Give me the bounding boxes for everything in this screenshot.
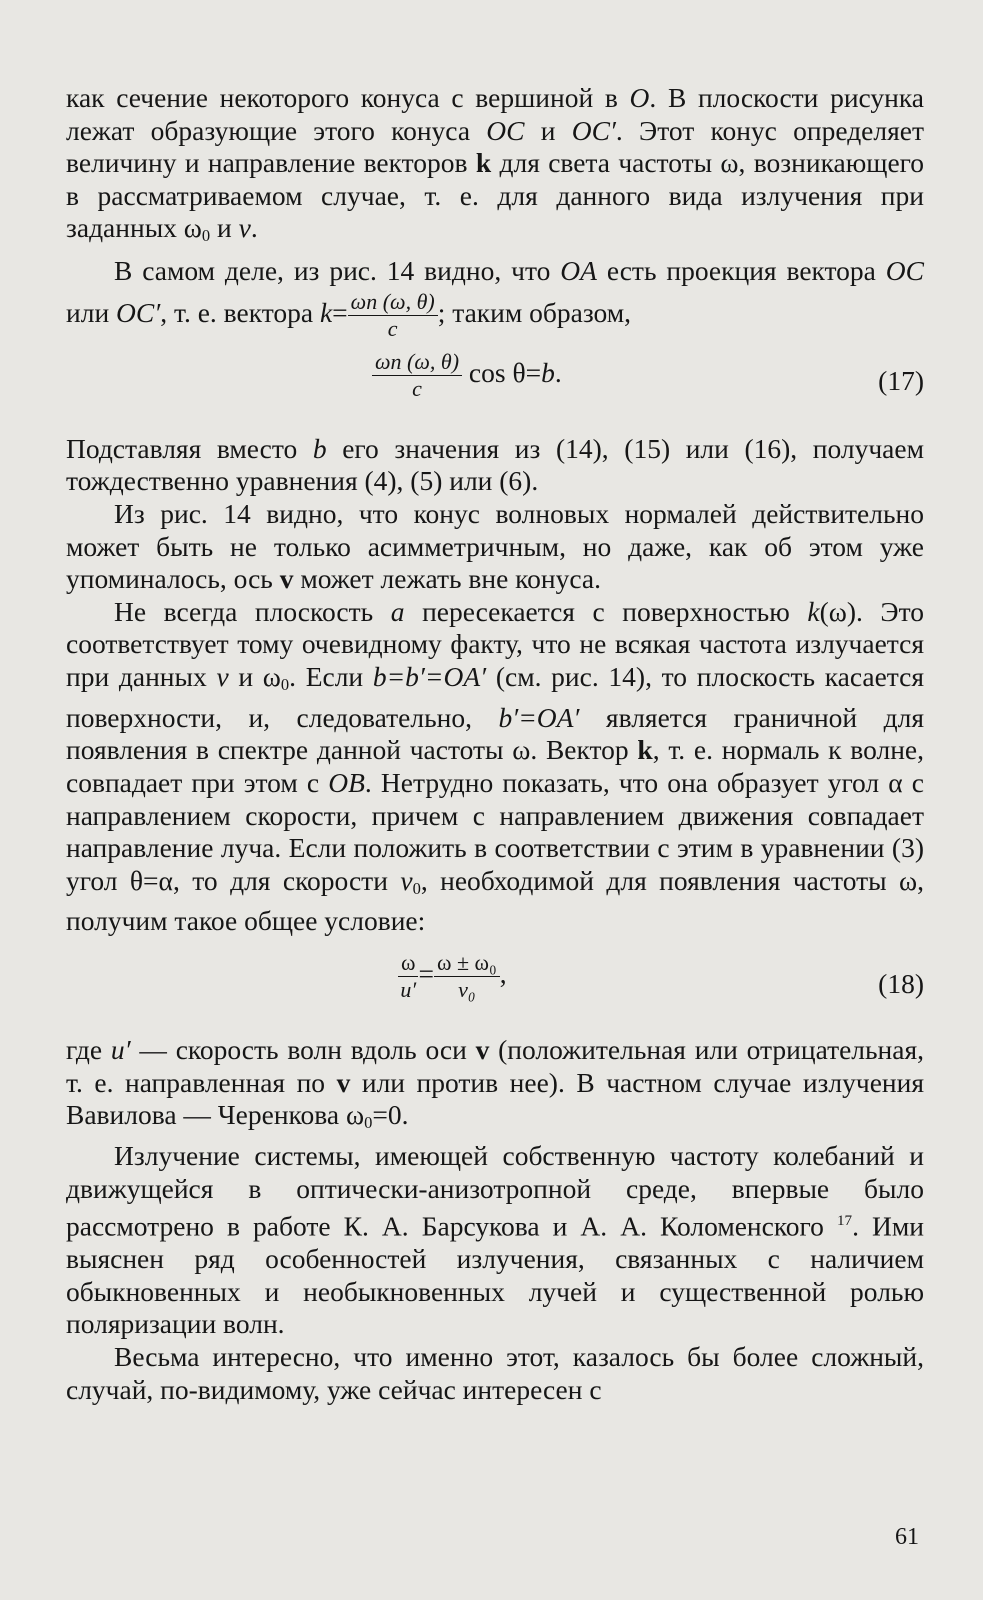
equation-17-label: (17) [878, 364, 924, 396]
page-body [66, 82, 924, 1406]
equation-18-label: (18) [878, 968, 924, 1000]
equation-17: $\frac{\omega n (\omega, \theta)}{c}$ cos θ=b. (17) [66, 343, 924, 433]
paragraph-6: где u′ — скорость волн вдоль оси v (положительная или отрицательная, т. е. направленная по v или против нее). В частном случае излучения Вавилова — Черенкова $\omega_0=0$. [66, 1034, 925, 1133]
paragraph-1: как сечение некоторого конуса с вершиной в O. В плоскости рисунка лежат образующие этого конуса OC и OC′. Этот конус определяет величину и направление векторов k для света частоты ω, возникающего в рассматриваемом случае, т. е. для данного вида излучения при заданных $\omega_0$ и v. [66, 82, 924, 246]
equation-18: $\frac{\omega}{u'}$ = $\frac{\text{ω ± ω₀}}{\text{v₀}}$ , (18) [66, 938, 924, 1034]
paragraph-4: Из рис. 14 видно, что конус волновых нормалей действительно может быть не только асимметричным, но даже, как об этом уже упоминалось, ось v может лежать вне конуса. [66, 498, 924, 595]
equation-18-right-fraction: $\frac{\text{ω ± ω₀}}{\text{v₀}}$ [434, 950, 500, 1004]
paragraph-2: В самом деле, из рис. 14 видно, что OA есть проекция вектора OC или OC′, т. е. вектора k= $\frac{\omega n (\omega, \theta)}{c}$ ; таким образом, [66, 255, 924, 342]
paragraph-5: Не всегда плоскость a пересекается с поверхностью k(ω). Это соответствует тому очевидному факту, что не всякая частота излучается при данных v и $\omega_0$. Если b=b′=OA′ (см. рис. 14), то плоскость касается поверхности, и, следовательно, b′=OA′ является граничной для появления в спектре данной частоты ω. Вектор k, т. е. нормаль к волне, совпадает при этом с OB. Нетрудно показать, что она образует угол α с направлением скорости, причем с направлением движения совпадает направление луча. Если положить в соответствии с этим в уравнении (3) угол θ=α, то для скорости $v_0$, необходимой для появления частоты ω, получим такое общее условие: [66, 595, 925, 937]
paragraph-3: Подставляя вместо b его значения из (14), (15) или (16), получаем тождественно уравнения (4), (5) или (6). [66, 432, 924, 497]
equation-18-left-fraction: $\frac{\omega}{u'}$ [398, 950, 418, 1004]
inline-fraction: $\frac{\omega n (\omega, \theta)}{c}$ [348, 289, 438, 343]
paragraph-7: Излучение системы, имеющей собственную частоту колебаний и движущейся в оптически-анизотропной среде, впервые было рассмотрено в работе К. А. Барсукова и А. А. Коломенского $^{17}$. Ими выяснен ряд особенностей излучения, связанных с наличием обыкновенных и необыкновенных лучей и существенной ролью поляризации волн. [66, 1139, 924, 1340]
page-number: 61 [895, 1524, 919, 1550]
paragraph-8: Весьма интересно, что именно этот, казалось бы более сложный, случай, по-видимому, уже сейчас интересен с [66, 1341, 924, 1405]
equation-17-fraction: $\frac{\omega n (\omega, \theta)}{c}$ [372, 349, 462, 403]
